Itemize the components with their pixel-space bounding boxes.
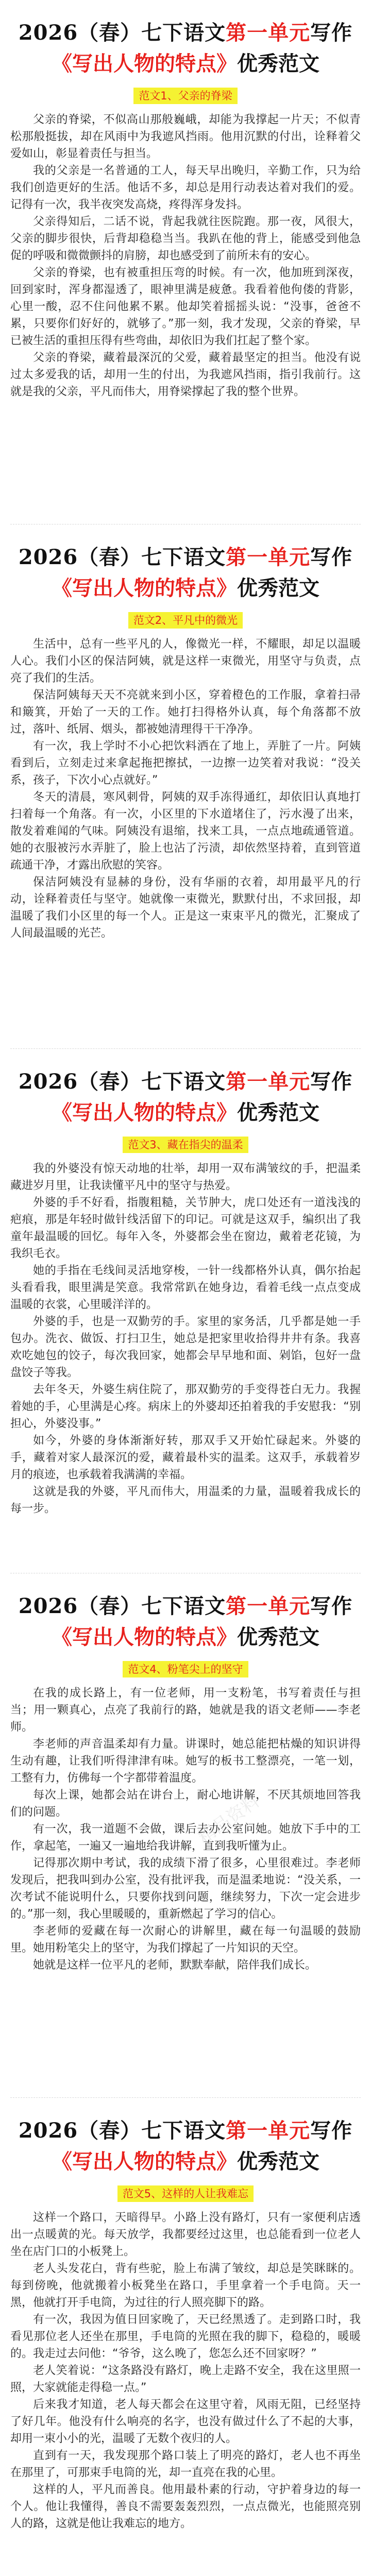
essay-label-wrap [10,2185,361,2202]
essay-paragraph: 外婆的手，也是一双勤劳的手。家里的家务活，几乎都是她一手包办。洗衣、做饭、打扫卫生，她总是把家里收拾得井井有条。我喜欢吃她包的饺子，每次我回家，她都会早早地和面、剁馅，包好一盘盘饺子等我。 [10,1315,361,1379]
essay-paragraph: 父亲的脊梁，不似高山那般巍峨，却能为我撑起一片天；不似青松那般挺拔，却在风雨中为我遮风挡雨。他用沉默的付出，诠释着父爱如山，彰显着责任与担当。 [10,113,361,160]
essay-label: 范文1、父亲的脊梁 [133,88,237,104]
essay-paragraph: 在我的成长路上，有一位老师，用一支粉笔，书写着责任与担当；用一颗真心，点亮了我前行的路，她就是我的语文老师——李老师。 [10,1687,361,1734]
essay-paragraph: 去年冬天，外婆生病住院了，那双勤劳的手变得苍白无力。我握着她的手，心里满是心疼。病床上的外婆却还拍着我的手安慰我：“别担心，外婆没事。” [10,1383,361,1430]
title-prefix: 2026（春）七下语文 [18,1594,226,1618]
essay-paragraph: 老人头发花白，背有些驼，脸上布满了皱纹，却总是笑眯眯的。每到傍晚，他就搬着小板凳坐在路口，手里拿着一个手电筒。天一黑，他就打开手电筒，为过往的行人照亮脚下的路。 [10,2262,361,2309]
page-subtitle [10,2147,361,2176]
page-subtitle [10,574,361,603]
essay-label: 范文4、粉笔尖上的坚守 [123,1661,248,1677]
essay-paragraph: 父亲得知后，二话不说，背起我就往医院跑。那一夜，风很大，父亲的脚步很快，后背却稳稳当当。我趴在他的背上，能感受到他急促的呼吸和微微颤抖的肩膀，却也感受到了前所未有的安心。 [10,215,361,262]
page-subtitle [10,49,361,78]
essay-paragraph: 这样的人，平凡而善良。他用最朴素的行动，守护着身边的每一个人。他让我懂得，善良不需要轰轰烈烈，一点点微光，也能照亮别人的路，这就是他让我难忘的地方。 [10,2483,361,2530]
title-unit: 第一单元 [226,1594,311,1618]
title-suffix: 写作 [310,1070,353,1094]
page-title [10,1069,361,1095]
essay-paragraph: 李老师的声音温柔却有力量。讲课时，她总能把枯燥的知识讲得生动有趣，让我们听得津津有味。她写的板书工整漂亮，一笔一划，工整有力，仿佛每一个字都带着温度。 [10,1738,361,1785]
title-prefix: 2026（春）七下语文 [18,21,226,45]
essay-section [10,1049,361,1573]
quoted-suffix: 优秀范文 [237,1625,319,1649]
title-unit: 第一单元 [226,2119,311,2143]
essay-body [10,636,361,942]
title-prefix: 2026（春）七下语文 [18,545,226,569]
essay-paragraph: 她的手指在毛线间灵活地穿梭，一针一线都格外认真，偶尔抬起头看看我，眼里满是笑意。我常常趴在她身边，看着毛线一点点变成温暖的衣裳，心里暖洋洋的。 [10,1264,361,1311]
essay-body [10,1685,361,1974]
title-prefix: 2026（春）七下语文 [18,2119,226,2143]
quoted-suffix: 优秀范文 [237,2149,319,2174]
title-unit: 第一单元 [226,545,311,569]
essay-paragraph: 后来我才知道，老人每天都会在这里守着，风雨无阻，已经坚持了好几年。他没有什么响亮的名字，也没有做过什么了不起的大事，却用一束小小的光，温暖了无数个夜归的人。 [10,2398,361,2445]
quoted-suffix: 优秀范文 [237,576,319,600]
essay-section [10,524,361,1049]
essay-paragraph: 这样一个路口，天暗得早。小路上没有路灯，只有一家便利店透出一点暖黄的光。每天放学，我都要经过这里，也总能看到一位老人坐在店门口的小板凳上。 [10,2211,361,2258]
essay-label-wrap [10,88,361,104]
essay-paragraph: 父亲的脊梁，藏着最深沉的父爱，藏着最坚定的担当。他没有说过太多爱我的话，却用一生的付出，为我遮风挡雨，指引我前行。这就是我的父亲，平凡而伟大，用脊梁撑起了我的整个世界。 [10,351,361,398]
essay-paragraph: 有一次，我一道题不会做，课后去办公室问她。她放下手中的工作，拿起笔，一遍又一遍地给我讲解，直到我听懂为止。 [10,1823,361,1853]
quoted-title: 《写出人物的特点》 [52,1625,237,1649]
title-suffix: 写作 [310,2119,353,2143]
quoted-suffix: 优秀范文 [237,52,319,76]
essay-paragraph: 保洁阿姨每天天不亮就来到小区，穿着橙色的工作服，拿着扫帚和簸箕，开始了一天的工作。她打扫得格外认真，每个角落都不放过，落叶、纸屑、烟头，都被她清理得干干净净。 [10,689,361,736]
quoted-title: 《写出人物的特点》 [52,576,237,600]
essay-paragraph: 生活中，总有一些平凡的人，像微光一样，不耀眼，却足以温暖人心。我们小区的保洁阿姨，就是这样一束微光，用坚守与负责，点亮了我们的生活。 [10,638,361,685]
title-suffix: 写作 [310,545,353,569]
quoted-title: 《写出人物的特点》 [52,2149,237,2174]
page-title [10,2117,361,2144]
title-unit: 第一单元 [226,21,311,45]
page-title [10,544,361,571]
title-suffix: 写作 [310,21,353,45]
essay-paragraph: 这就是我的外婆，平凡而伟大，用温柔的力量，温暖着我成长的每一步。 [10,1485,361,1515]
essay-paragraph: 李老师的爱藏在每一次耐心的讲解里，藏在每一句温暖的鼓励里。她用粉笔尖上的坚守，为我们撑起了一片知识的天空。 [10,1925,361,1955]
page-title [10,1593,361,1620]
page-title [10,20,361,46]
essay-paragraph: 我的父亲是一名普通的工人，每天早出晚归，辛勤工作，只为给我们创造更好的生活。他话不多，却总是用行动表达着对我们的爱。记得有一次，我半夜突发高烧，疼得浑身发抖。 [10,164,361,211]
essay-label-wrap [10,612,361,629]
essay-paragraph: 有一次，我因为值日回家晚了，天已经黑透了。走到路口时，我看见那位老人还坐在那里，手电筒的光照在我的脚下，稳稳的，暖暖的。我走过去问他：“爷爷，这么晚了，您怎么还不回家呀？” [10,2313,361,2360]
essay-paragraph: 老人笑着说：“这条路没有路灯，晚上走路不安全，我在这里照一照，大家就能走得稳一点。” [10,2364,361,2394]
quoted-suffix: 优秀范文 [237,1100,319,1125]
title-suffix: 写作 [310,1594,353,1618]
title-unit: 第一单元 [226,1070,311,1094]
essay-paragraph: 父亲的脊梁，也有被重担压弯的时候。有一次，他加班到深夜，回到家时，浑身都湿透了，眼神里满是疲惫。我看着他佝偻的背影，心里一酸，忍不住问他累不累。他却笑着摇摇头说：“没事，爸爸不累，只要你们好好的，就够了。”那一刻，我才发现，父亲的脊梁，早已被生活的重担压得有些弯曲，却依旧为我们扛起了整个家。 [10,266,361,347]
essay-paragraph: 每次上课，她都会站在讲台上，耐心地讲解，不厌其烦地回答我们的问题。 [10,1789,361,1819]
page-subtitle [10,1098,361,1127]
essay-paragraph: 记得那次期中考试，我的成绩下滑了很多，心里很难过。李老师发现后，把我叫到办公室，没有批评我，而是温柔地说：“没关系，一次考试不能说明什么，只要你找到问题，继续努力，下次一定会进步的。”那一刻，我心里暖暖的，重新燃起了学习的信心。 [10,1857,361,1921]
essay-label: 范文2、平凡中的微光 [128,612,243,629]
watermark-text: 精品资料 [194,1790,264,1848]
essay-body [10,2209,361,2532]
essay-paragraph: 有一次，我上学时不小心把饮料洒在了地上，弄脏了一片。阿姨看到后，立刻走过来拿起拖把擦拭，一边擦一边笑着对我说：“没关系，孩子，下次小心点就好。” [10,740,361,787]
essay-label-wrap [10,1137,361,1153]
quoted-title: 《写出人物的特点》 [52,52,237,76]
essay-label-wrap [10,1661,361,1677]
essay-paragraph: 外婆的手不好看，指腹粗糙，关节肿大，虎口处还有一道浅浅的疤痕，那是年轻时做针线活留下的印记。可就是这双手，编织出了我童年最温暖的回忆。每年入冬，外婆都会坐在窗边，戴着老花镜，为我织毛衣。 [10,1196,361,1260]
essay-paragraph: 保洁阿姨没有显赫的身份，没有华丽的衣着，却用最平凡的行动，诠释着责任与坚守。她就像一束微光，默默付出，不求回报，却温暖了我们小区里的每一个人。正是这一束束平凡的微光，汇聚成了人间最温暖的光芒。 [10,876,361,940]
page-subtitle [10,1623,361,1652]
essay-label: 范文5、这样的人让我难忘 [117,2185,254,2202]
essay-section [10,2098,361,2576]
essay-paragraph: 冬天的清晨，寒风刺骨，阿姨的双手冻得通红，却依旧认真地打扫着每一个角落。有一次，小区里的下水道堵住了，污水漫了出来，散发着难闻的气味。阿姨没有退缩，找来工具，一点点地疏通管道。她的衣服被污水弄脏了，脸上也沾了污渍，却依然坚持着，直到管道疏通干净，才露出欣慰的笑容。 [10,791,361,872]
essay-section [10,0,361,524]
essay-section [10,1573,361,2098]
essay-paragraph: 直到有一天，我发现那个路口装上了明亮的路灯，老人也不再坐在那里了，可那束手电筒的光，却一直亮在我的心里。 [10,2449,361,2479]
essay-paragraph: 如今，外婆的身体渐渐好转，那双手又开始忙碌起来。外婆的手，藏着对家人最深沉的爱，藏着最朴实的温柔。这双手，承载着岁月的痕迹，也承载着我满满的幸福。 [10,1434,361,1481]
quoted-title: 《写出人物的特点》 [52,1100,237,1125]
essay-body [10,1160,361,1517]
essay-body [10,111,361,400]
essay-paragraph: 我的外婆没有惊天动地的壮举，却用一双布满皱纹的手，把温柔藏进岁月里，让我读懂平凡中的坚守与热爱。 [10,1162,361,1192]
essay-label: 范文3、藏在指尖的温柔 [123,1137,248,1153]
title-prefix: 2026（春）七下语文 [18,1070,226,1094]
essay-paragraph: 她就是这样一位平凡的老师，默默奉献，陪伴我们成长。 [33,1959,317,1972]
